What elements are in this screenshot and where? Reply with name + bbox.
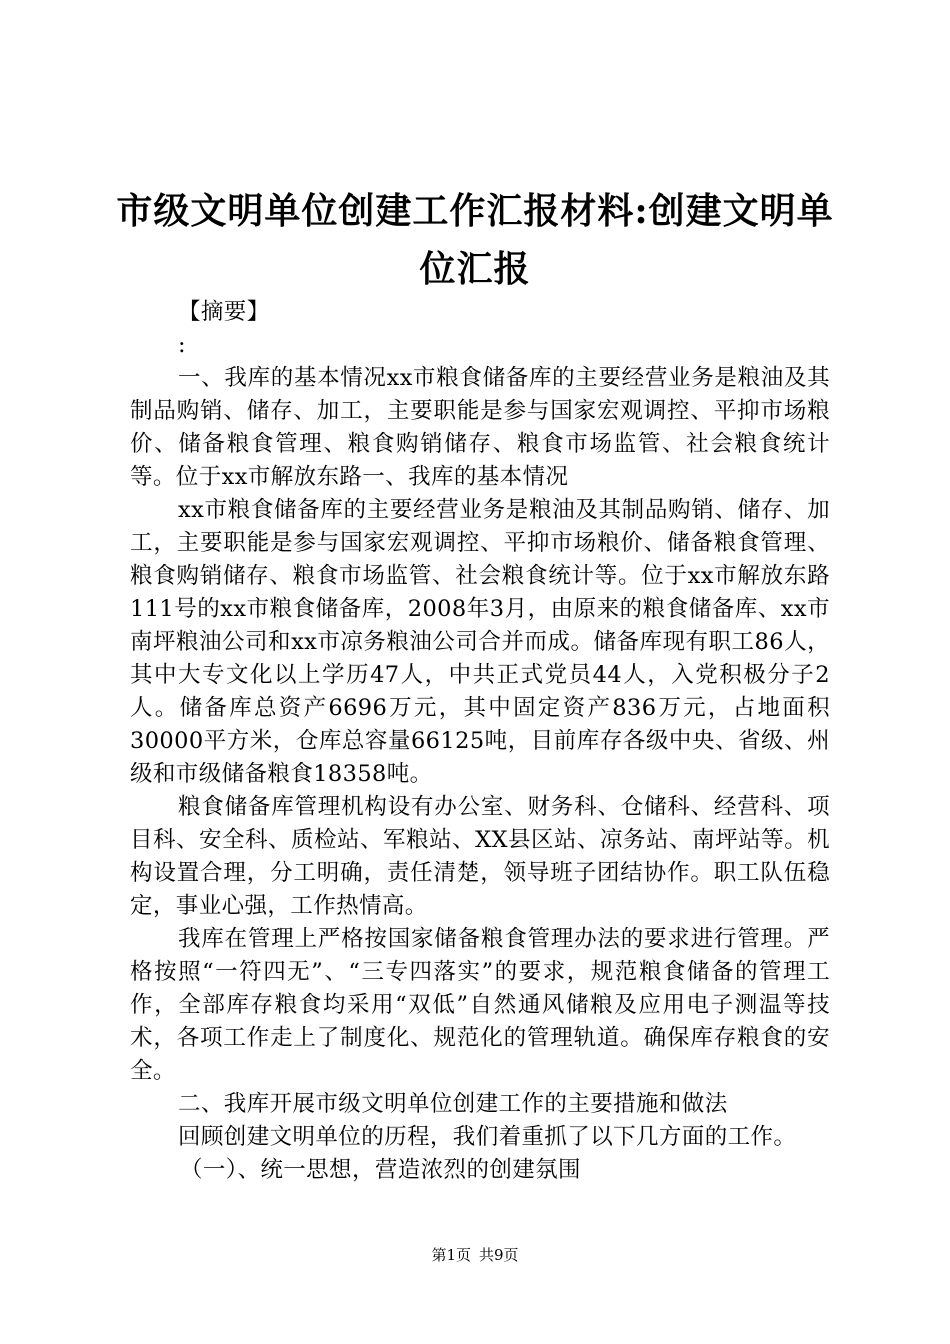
paragraph-depot-overview: xx市粮食储备库的主要经营业务是粮油及其制品购销、储存、加工，主要职能是参与国家宏观调控、平抑市场粮价、储备粮食管理、粮食购销储存、粮食市场监管、社会粮食统计等。位于xx市解放东路111号的xx市粮食储备库，2008年3月，由原来的粮食储备库、xx市南坪粮油公司和xx市凉务粮油公司合并而成。储备库现有职工86人，其中大专文化以上学历47人，中共正式党员44人，入党积极分子2人。储备库总资产6696万元，其中固定资产836万元，占地面积30000平方米，仓库总容量66125吨，目前库存各级中央、省级、州级和市级储备粮食18358吨。 [130, 497, 830, 787]
page-number: 第1页 [431, 1246, 471, 1264]
subheading-unify-thinking: （一）、统一思想，营造浓烈的创建氛围 [180, 1157, 581, 1183]
section-heading-measures: 二、我库开展市级文明单位创建工作的主要措施和做法 [178, 1091, 728, 1117]
document-body [130, 296, 830, 1187]
abstract-label: 【摘要】 [178, 299, 270, 325]
document-title: 市级文明单位创建工作汇报材料:创建文明单位汇报 [116, 190, 834, 290]
page-total: 共9页 [479, 1246, 519, 1264]
abstract-colon: : [178, 332, 186, 358]
paragraph-organization: 粮食储备库管理机构设有办公室、财务科、仓储科、经营科、项目科、安全科、质检站、军粮站、XX县区站、凉务站、南坪站等。机构设置合理，分工明确，责任清楚，领导班子团结协作。职工队伍稳定，事业心强，工作热情高。 [130, 794, 830, 919]
paragraph-review: 回顾创建文明单位的历程，我们着重抓了以下几方面的工作。 [178, 1124, 797, 1150]
paragraph-basic-situation: 一、我库的基本情况xx市粮食储备库的主要经营业务是粮油及其制品购销、储存、加工，主要职能是参与国家宏观调控、平抑市场粮价、储备粮食管理、粮食购销储存、粮食市场监管、社会粮食统计等。位于xx市解放东路一、我库的基本情况 [130, 365, 830, 490]
page-footer [0, 1245, 950, 1265]
paragraph-management: 我库在管理上严格按国家储备粮食管理办法的要求进行管理。严格按照“一符四无”、“三专四落实”的要求，规范粮食储备的管理工作，全部库存粮食均采用“双低”自然通风储粮及应用电子测温等技术，各项工作走上了制度化、规范化的管理轨道。确保库存粮食的安全。 [130, 926, 830, 1084]
